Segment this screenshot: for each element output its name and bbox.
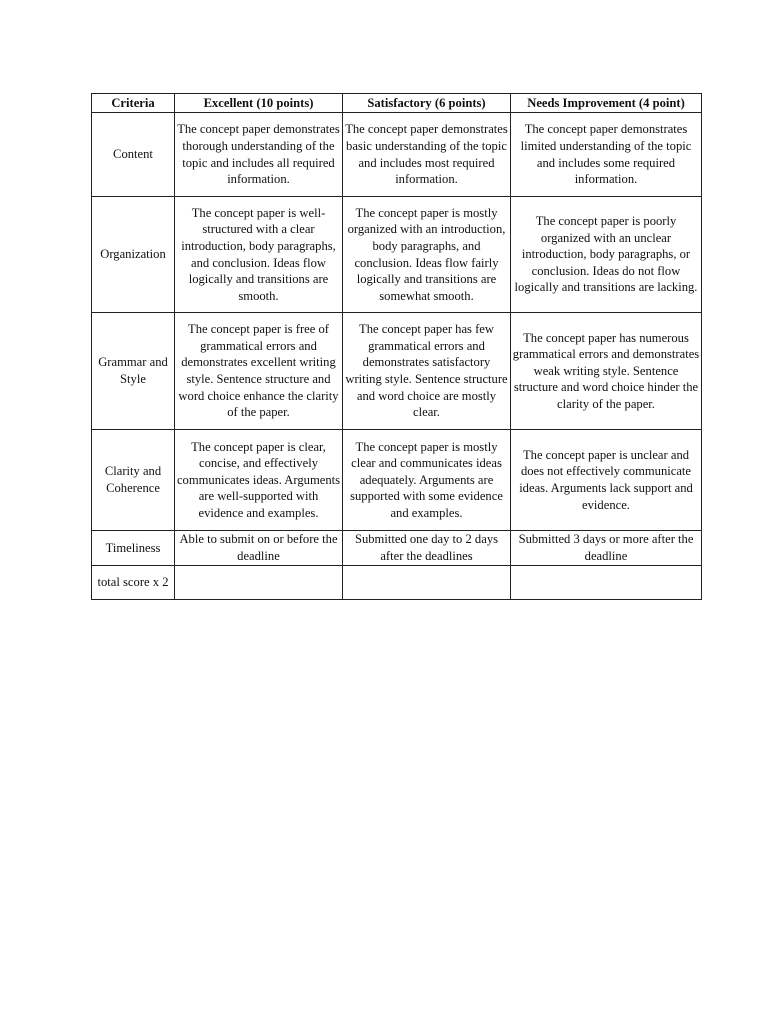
- header-criteria: Criteria: [92, 94, 175, 113]
- satisfactory-cell: The concept paper is mostly organized with an introduction, body paragraphs, and conclusion. Ideas flow fairly logically and transitions are somewhat smooth.: [343, 197, 511, 313]
- excellent-cell: The concept paper is free of grammatical errors and demonstrates excellent writing style. Sentence structure and word choice enhance the clarity of the paper.: [175, 313, 343, 430]
- excellent-score-cell: [175, 566, 343, 600]
- satisfactory-cell: The concept paper is mostly clear and communicates ideas adequately. Arguments are supported with some evidence and examples.: [343, 430, 511, 531]
- criteria-cell: total score x 2: [92, 566, 175, 600]
- satisfactory-cell: Submitted one day to 2 days after the deadlines: [343, 531, 511, 566]
- needs-improvement-score-cell: [511, 566, 702, 600]
- excellent-cell: Able to submit on or before the deadline: [175, 531, 343, 566]
- needs-improvement-cell: The concept paper is unclear and does not effectively communicate ideas. Arguments lack support and evidence.: [511, 430, 702, 531]
- needs-improvement-cell: Submitted 3 days or more after the deadline: [511, 531, 702, 566]
- header-needs-improvement: Needs Improvement (4 point): [511, 94, 702, 113]
- table-row-total-score: [92, 566, 702, 600]
- excellent-cell: The concept paper is clear, concise, and effectively communicates ideas. Arguments are well-supported with evidence and examples.: [175, 430, 343, 531]
- table-row-clarity-and-coherence: [92, 430, 702, 531]
- header-row: [92, 94, 702, 113]
- criteria-cell: Content: [92, 113, 175, 197]
- satisfactory-cell: The concept paper demonstrates basic understanding of the topic and includes most required information.: [343, 113, 511, 197]
- table-row-organization: [92, 197, 702, 313]
- needs-improvement-cell: The concept paper demonstrates limited understanding of the topic and includes some required information.: [511, 113, 702, 197]
- header-excellent: Excellent (10 points): [175, 94, 343, 113]
- excellent-cell: The concept paper demonstrates thorough understanding of the topic and includes all required information.: [175, 113, 343, 197]
- criteria-cell: Clarity and Coherence: [92, 430, 175, 531]
- criteria-cell: Organization: [92, 197, 175, 313]
- table-row-content: [92, 113, 702, 197]
- satisfactory-score-cell: [343, 566, 511, 600]
- header-satisfactory: Satisfactory (6 points): [343, 94, 511, 113]
- criteria-cell: Timeliness: [92, 531, 175, 566]
- criteria-cell: Grammar and Style: [92, 313, 175, 430]
- needs-improvement-cell: The concept paper has numerous grammatical errors and demonstrates weak writing style. Sentence structure and word choice hinder the clarity of the paper.: [511, 313, 702, 430]
- rubric-table: [91, 93, 702, 600]
- satisfactory-cell: The concept paper has few grammatical errors and demonstrates satisfactory writing style. Sentence structure and word choice are mostly clear.: [343, 313, 511, 430]
- table-row-timeliness: [92, 531, 702, 566]
- excellent-cell: The concept paper is well-structured with a clear introduction, body paragraphs, and conclusion. Ideas flow logically and transitions are smooth.: [175, 197, 343, 313]
- needs-improvement-cell: The concept paper is poorly organized with an unclear introduction, body paragraphs, or conclusion. Ideas do not flow logically and transitions are lacking.: [511, 197, 702, 313]
- table-row-grammar-and-style: [92, 313, 702, 430]
